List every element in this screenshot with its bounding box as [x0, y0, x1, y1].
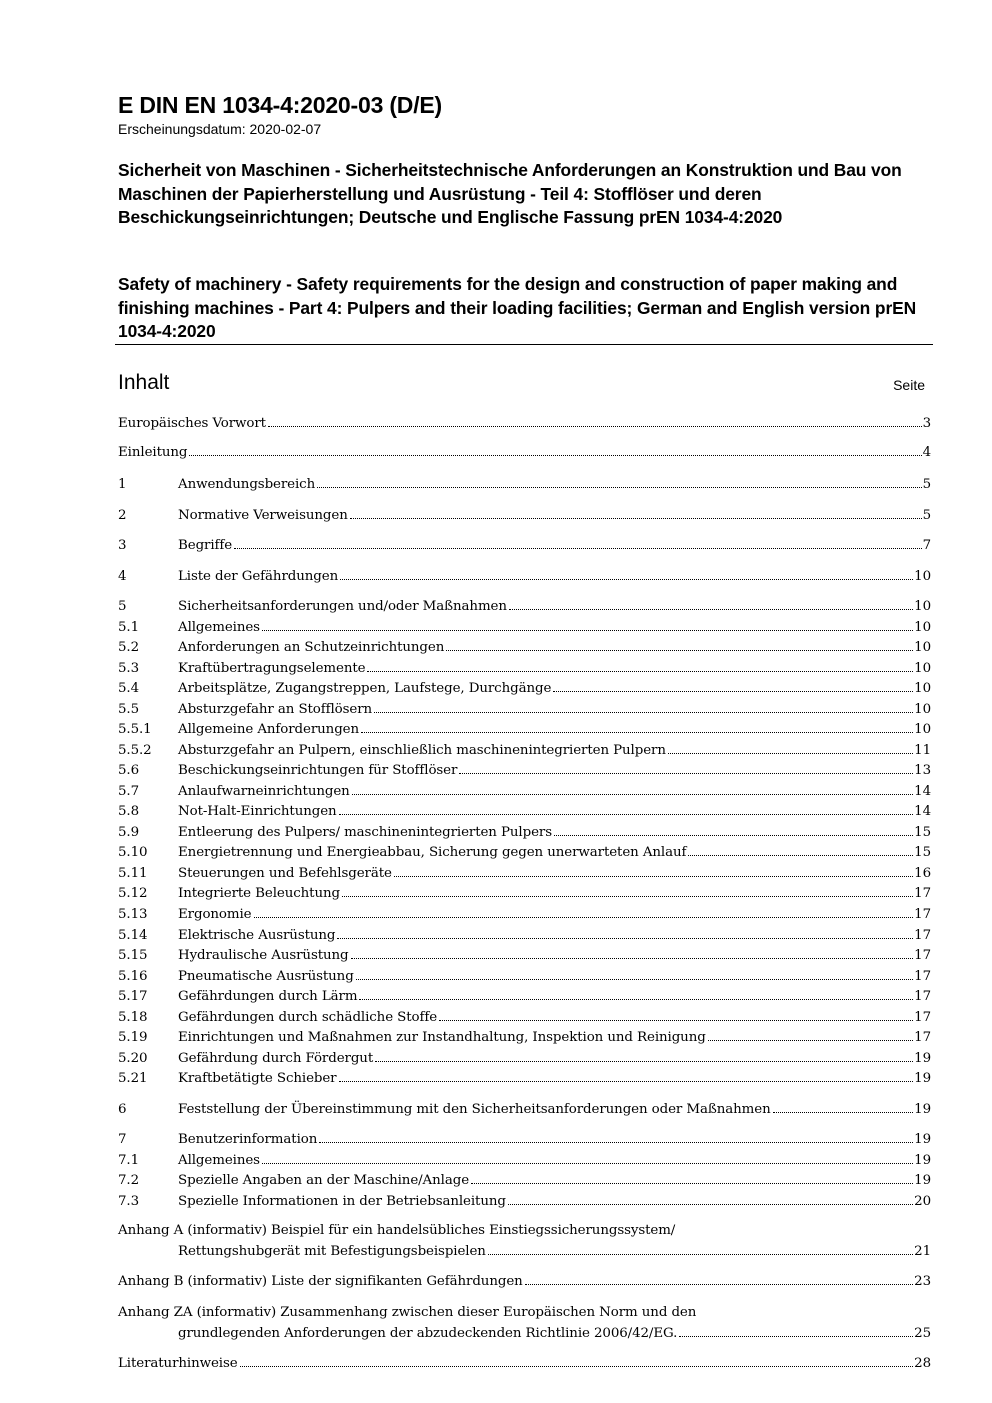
toc-entry-page: 17 [914, 948, 931, 963]
toc-entry[interactable] [118, 697, 931, 717]
toc-entry-number: 6 [118, 1102, 127, 1117]
toc-entry[interactable] [118, 656, 931, 676]
toc-entry-page: 21 [914, 1244, 931, 1259]
toc-entry-title: Anwendungsbereich [178, 477, 316, 492]
toc-entry[interactable] [118, 902, 931, 922]
toc-entry-page: 5 [922, 508, 931, 523]
toc-entry-page: 10 [914, 640, 931, 655]
toc-entry[interactable] [118, 1046, 931, 1066]
toc-entry-page: 19 [914, 1132, 931, 1147]
toc-entry-title: Steuerungen und Befehlsgeräte [178, 866, 392, 881]
toc-entry-line2[interactable] [118, 1239, 931, 1259]
toc-entry-line1[interactable] [118, 1300, 931, 1320]
toc-entry-title-continued: grundlegenden Anforderungen der abzudeckenden Richtlinie 2006/42/EG. [178, 1326, 678, 1341]
toc-dot-leader [317, 487, 921, 488]
toc-dot-leader [459, 773, 913, 774]
toc-dot-leader [234, 548, 922, 549]
toc-entry[interactable] [118, 472, 931, 492]
toc-entry-number: 5.14 [118, 928, 148, 943]
toc-entry[interactable] [118, 984, 931, 1004]
toc-entry-number: 5.12 [118, 886, 148, 901]
toc-dot-leader [367, 671, 913, 672]
toc-entry-title: Einleitung [118, 445, 188, 460]
toc-entry-page: 11 [914, 743, 931, 758]
toc-entry-number: 5.3 [118, 661, 139, 676]
toc-dot-leader [339, 814, 914, 815]
toc-dot-leader [679, 1336, 913, 1337]
toc-entry-number: 5.19 [118, 1030, 148, 1045]
toc-dot-leader [553, 691, 913, 692]
toc-entry[interactable] [118, 758, 931, 778]
toc-entry-number: 5.4 [118, 681, 139, 696]
toc-entry-title: Anhang A (informativ) Beispiel für ein handelsübliches Einstiegssicherungssystem/ [118, 1223, 676, 1238]
toc-entry-page: 23 [914, 1274, 931, 1289]
toc-entry-title-continued: Rettungshubgerät mit Befestigungsbeispielen [178, 1244, 486, 1259]
toc-entry-page: 25 [914, 1326, 931, 1341]
toc-entry-page: 17 [914, 1030, 931, 1045]
toc-dot-leader [375, 1061, 913, 1062]
toc-entry-title: Gefährdungen durch Lärm [178, 989, 358, 1004]
toc-entry[interactable] [118, 1148, 931, 1168]
toc-entry[interactable] [118, 676, 931, 696]
toc-entry-title: Hydraulische Ausrüstung [178, 948, 349, 963]
toc-entry-number: 5.5.1 [118, 722, 152, 737]
toc-entry-title: Allgemeines [178, 620, 260, 635]
toc-entry-title: Anforderungen an Schutzeinrichtungen [178, 640, 445, 655]
toc-entry-number: 5.8 [118, 804, 139, 819]
title-german: Sicherheit von Maschinen - Sicherheitstechnische Anforderungen an Konstruktion und Bau von Maschinen der Papierherstellung und Ausrüstung - Teil 4: Stofflöser und deren Beschickungseinrichtungen; Deutsche und Englische Fassung prEN 1034-4:2020 [118, 160, 902, 227]
toc-entry-number: 5.1 [118, 620, 139, 635]
toc-dot-leader [262, 630, 913, 631]
toc-dot-leader [361, 732, 913, 733]
toc-entry-title: Anhang B (informativ) Liste der signifikanten Gefährdungen [118, 1274, 523, 1289]
toc-entry-number: 2 [118, 508, 127, 523]
toc-dot-leader [350, 518, 922, 519]
toc-entry-number: 7.1 [118, 1153, 139, 1168]
toc-entry-page: 10 [914, 620, 931, 635]
toc-entry-number: 7.3 [118, 1194, 139, 1209]
toc-entry-page: 15 [914, 825, 931, 840]
toc-dot-leader [340, 579, 913, 580]
toc-dot-leader [339, 1081, 914, 1082]
title-english: Safety of machinery - Safety requirements for the design and construction of paper making and finishing machines - Part 4: Pulpers and their loading facilities; German and English version prEN 1034-4:2020 [118, 274, 917, 341]
toc-entry-page: 16 [914, 866, 931, 881]
toc-entry[interactable] [118, 799, 931, 819]
toc-dot-leader [488, 1254, 913, 1255]
toc-dot-leader [319, 1142, 913, 1143]
toc-entry-number: 3 [118, 538, 127, 553]
toc-entry[interactable] [118, 615, 931, 635]
toc-entry[interactable] [118, 440, 931, 460]
toc-entry[interactable] [118, 594, 931, 614]
toc-entry[interactable] [118, 1351, 931, 1371]
toc-entry-number: 5.6 [118, 763, 139, 778]
toc-entry-title: Absturzgefahr an Pulpern, einschließlich maschinenintegrierten Pulpern [178, 743, 666, 758]
toc-entry-page: 4 [922, 445, 931, 460]
toc-dot-leader [351, 958, 914, 959]
toc-entry[interactable] [118, 923, 931, 943]
toc-entry-page: 17 [914, 886, 931, 901]
toc-entry-title: Allgemeine Anforderungen [178, 722, 360, 737]
toc-entry-page: 19 [914, 1102, 931, 1117]
toc-entry-number: 7.2 [118, 1173, 139, 1188]
toc-entry[interactable] [118, 943, 931, 963]
toc-entry[interactable] [118, 717, 931, 737]
toc-dot-leader [262, 1163, 913, 1164]
toc-entry-title: Literaturhinweise [118, 1356, 238, 1371]
toc-entry-title: Energietrennung und Energieabbau, Sicherung gegen unerwarteten Anlauf [178, 845, 687, 860]
toc-entry-title: Einrichtungen und Maßnahmen zur Instandhaltung, Inspektion und Reinigung [178, 1030, 706, 1045]
toc-entry-line2[interactable] [118, 1321, 931, 1341]
toc-entry-number: 4 [118, 569, 127, 584]
toc-entry[interactable] [118, 840, 931, 860]
toc-entry[interactable] [118, 533, 931, 553]
toc-entry[interactable] [118, 861, 931, 881]
toc-entry-number: 5.20 [118, 1051, 148, 1066]
toc-entry[interactable] [118, 503, 931, 523]
toc-entry-title: Beschickungseinrichtungen für Stofflöser [178, 763, 458, 778]
toc-dot-leader [439, 1020, 913, 1021]
toc-dot-leader [525, 1284, 913, 1285]
toc-entry-page: 10 [914, 681, 931, 696]
toc-entry-page: 10 [914, 599, 931, 614]
toc-entry-page: 5 [922, 477, 931, 492]
toc-entry-title: Spezielle Informationen in der Betriebsanleitung [178, 1194, 506, 1209]
toc-entry-number: 5.21 [118, 1071, 148, 1086]
toc-entry-page: 14 [914, 804, 931, 819]
toc-entry-page: 28 [914, 1356, 931, 1371]
toc-entry-title: Kraftübertragungselemente [178, 661, 366, 676]
toc-entry-page: 10 [914, 702, 931, 717]
toc-dot-leader [268, 426, 922, 427]
toc-entry-title: Elektrische Ausrüstung [178, 928, 336, 943]
toc-entry[interactable] [118, 964, 931, 984]
toc-dot-leader [374, 712, 913, 713]
toc-entry-title: Normative Verweisungen [178, 508, 348, 523]
toc-dot-leader [471, 1183, 913, 1184]
toc-dot-leader [189, 455, 921, 456]
toc-entry[interactable] [118, 411, 931, 431]
toc-heading: Inhalt [118, 371, 170, 394]
toc-entry-title: Arbeitsplätze, Zugangstreppen, Laufstege, Durchgänge [178, 681, 552, 696]
toc-dot-leader [342, 896, 913, 897]
toc-entry[interactable] [118, 820, 931, 840]
document-id: E DIN EN 1034-4:2020-03 (D/E) [118, 92, 443, 118]
toc-dot-leader [359, 999, 913, 1000]
toc-entry-page: 17 [914, 1010, 931, 1025]
toc-entry-title: Europäisches Vorwort [118, 416, 266, 431]
toc-entry-title: Integrierte Beleuchtung [178, 886, 340, 901]
toc-dot-leader [356, 979, 913, 980]
toc-entry-title: Gefährdung durch Fördergut [178, 1051, 374, 1066]
toc-entry-number: 5.15 [118, 948, 148, 963]
toc-entry-page: 17 [914, 928, 931, 943]
toc-entry[interactable] [118, 1127, 931, 1147]
toc-entry-title: Anhang ZA (informativ) Zusammenhang zwischen dieser Europäischen Norm und den [118, 1305, 697, 1320]
toc-entry-page: 7 [922, 538, 931, 553]
toc-entry-number: 5.9 [118, 825, 139, 840]
toc-entry-title: Not-Halt-Einrichtungen [178, 804, 337, 819]
toc-entry-number: 5 [118, 599, 127, 614]
toc-entry[interactable] [118, 1005, 931, 1025]
toc-entry[interactable] [118, 1269, 931, 1289]
toc-entry-page: 19 [914, 1071, 931, 1086]
toc-entry-number: 5.18 [118, 1010, 148, 1025]
toc-entry-title: Begriffe [178, 538, 233, 553]
toc-entry-number: 5.13 [118, 907, 148, 922]
toc-dot-leader [688, 855, 913, 856]
toc-dot-leader [509, 609, 913, 610]
toc-dot-leader [446, 650, 913, 651]
toc-entry[interactable] [118, 738, 931, 758]
toc-page-label: Seite [893, 377, 925, 393]
toc-dot-leader [240, 1366, 914, 1367]
toc-entry-number: 5.5.2 [118, 743, 152, 758]
publication-date: Erscheinungsdatum: 2020-02-07 [118, 121, 322, 137]
toc-entry[interactable] [118, 779, 931, 799]
toc-entry-page: 14 [914, 784, 931, 799]
toc-entry-page: 10 [914, 661, 931, 676]
toc-dot-leader [254, 917, 914, 918]
toc-entry-title: Sicherheitsanforderungen und/oder Maßnahmen [178, 599, 507, 614]
header-divider [115, 344, 933, 345]
toc-entry[interactable] [118, 1025, 931, 1045]
toc-entry-page: 10 [914, 569, 931, 584]
toc-dot-leader [773, 1112, 914, 1113]
toc-entry-page: 10 [914, 722, 931, 737]
toc-entry[interactable] [118, 1168, 931, 1188]
toc-entry-title: Feststellung der Übereinstimmung mit den Sicherheitsanforderungen oder Maßnahmen [178, 1102, 771, 1117]
toc-entry-number: 5.5 [118, 702, 139, 717]
toc-dot-leader [554, 835, 913, 836]
toc-entry-page: 19 [914, 1051, 931, 1066]
toc-entry[interactable] [118, 1097, 931, 1117]
toc-entry-number: 5.2 [118, 640, 139, 655]
toc-entry-page: 13 [914, 763, 931, 778]
toc-entry-title: Anlaufwarneinrichtungen [178, 784, 350, 799]
toc-entry-number: 5.7 [118, 784, 139, 799]
toc-entry-page: 17 [914, 907, 931, 922]
toc-entry-title: Benutzerinformation [178, 1132, 318, 1147]
toc-entry-page: 17 [914, 969, 931, 984]
toc-entry-number: 5.17 [118, 989, 148, 1004]
toc-entry-line1[interactable] [118, 1218, 931, 1238]
toc-entry[interactable] [118, 1189, 931, 1209]
toc-entry[interactable] [118, 881, 931, 901]
toc-entry-page: 3 [922, 416, 931, 431]
toc-entry-number: 5.16 [118, 969, 148, 984]
toc-entry-title: Ergonomie [178, 907, 252, 922]
toc-entry-number: 1 [118, 477, 127, 492]
toc-entry[interactable] [118, 635, 931, 655]
toc-entry-title: Pneumatische Ausrüstung [178, 969, 354, 984]
toc-entry-title: Spezielle Angaben an der Maschine/Anlage [178, 1173, 470, 1188]
toc-entry-title: Kraftbetätigte Schieber [178, 1071, 337, 1086]
toc-dot-leader [394, 876, 913, 877]
toc-entry-title: Allgemeines [178, 1153, 260, 1168]
toc-entry-page: 19 [914, 1153, 931, 1168]
toc-entry-page: 17 [914, 989, 931, 1004]
toc-entry-page: 19 [914, 1173, 931, 1188]
toc-entry-number: 5.10 [118, 845, 148, 860]
toc-entry-title: Absturzgefahr an Stofflösern [178, 702, 373, 717]
toc-entry-title: Entleerung des Pulpers/ maschinenintegrierten Pulpers [178, 825, 552, 840]
toc-dot-leader [337, 938, 913, 939]
toc-dot-leader [508, 1204, 913, 1205]
toc-entry-number: 5.11 [118, 866, 148, 881]
toc-entry[interactable] [118, 564, 931, 584]
toc-entry-page: 20 [914, 1194, 931, 1209]
toc-dot-leader [708, 1040, 913, 1041]
toc-entry-title: Gefährdungen durch schädliche Stoffe [178, 1010, 438, 1025]
toc-entry-number: 7 [118, 1132, 127, 1147]
toc-entry-page: 15 [914, 845, 931, 860]
toc-entry[interactable] [118, 1066, 931, 1086]
toc-dot-leader [352, 794, 913, 795]
toc-entry-title: Liste der Gefährdungen [178, 569, 339, 584]
toc-dot-leader [668, 753, 913, 754]
